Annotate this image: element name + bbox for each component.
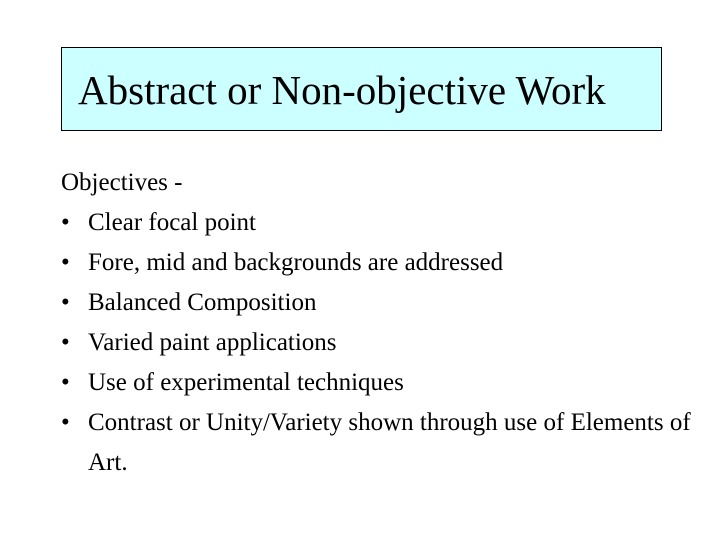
bullet-icon: •	[61, 369, 70, 396]
list-item-text: Contrast or Unity/Variety shown through use of Elements of Art.	[88, 409, 691, 476]
list-item-text: Fore, mid and backgrounds are addressed	[88, 249, 504, 276]
list-item	[61, 363, 701, 403]
list-item	[61, 323, 701, 363]
objectives-list	[61, 203, 701, 483]
list-item	[61, 403, 701, 483]
list-item	[61, 283, 701, 323]
list-item-text: Varied paint applications	[88, 329, 337, 356]
bullet-icon: •	[61, 209, 70, 236]
objectives-heading: Objectives -	[61, 169, 183, 196]
bullet-icon: •	[61, 329, 70, 356]
bullet-icon: •	[61, 249, 70, 276]
slide-body	[61, 163, 701, 483]
list-item-text: Clear focal point	[88, 209, 256, 236]
list-item	[61, 203, 701, 243]
title-box	[61, 47, 662, 131]
bullet-icon: •	[61, 289, 70, 316]
slide-title: Abstract or Non-objective Work	[78, 67, 606, 113]
bullet-icon: •	[61, 409, 70, 436]
list-item	[61, 243, 701, 283]
list-item-text: Balanced Composition	[88, 289, 317, 316]
list-item-text: Use of experimental techniques	[88, 369, 404, 396]
